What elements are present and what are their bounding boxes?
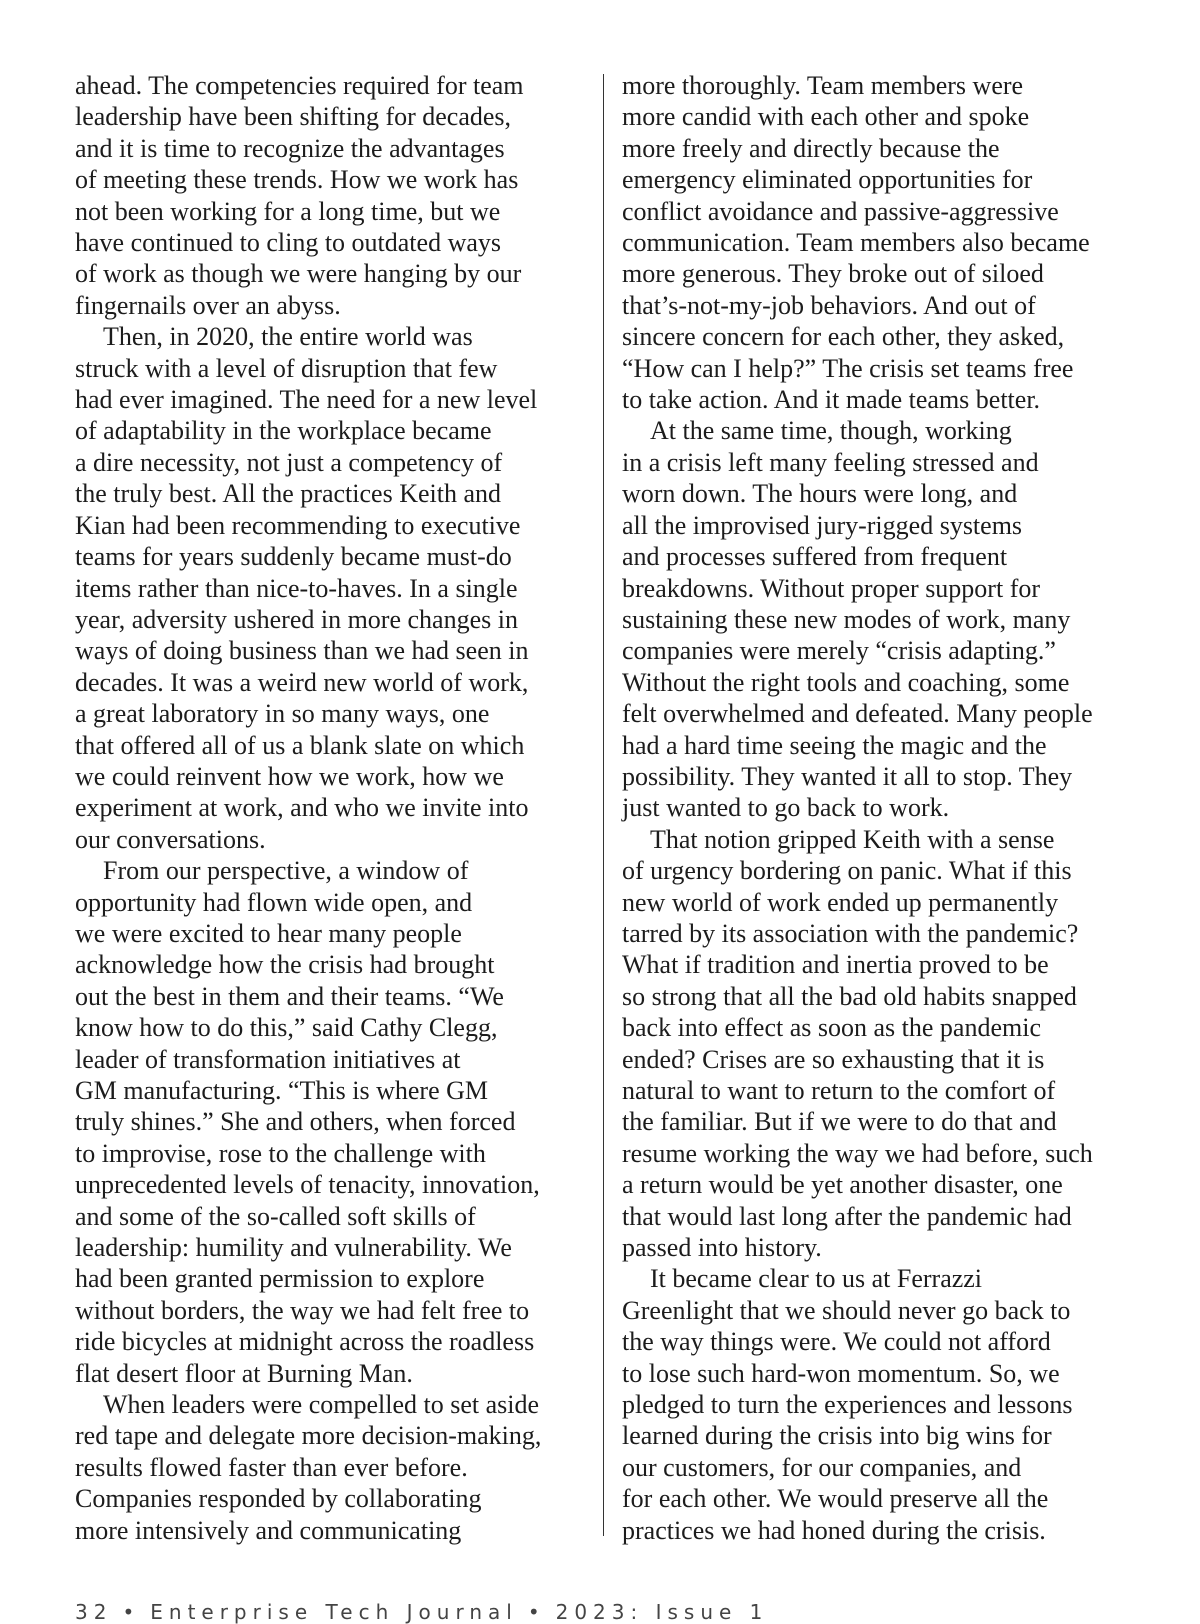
text-line: ride bicycles at midnight across the roadless — [75, 1327, 535, 1357]
text-line: flat desert floor at Burning Man. — [75, 1358, 413, 1388]
text-line: emergency eliminated opportunities for — [622, 165, 1033, 195]
text-line: of adaptability in the workplace became — [75, 416, 492, 446]
text-line: struck with a level of disruption that few — [75, 353, 498, 383]
text-line: in a crisis left many feeling stressed and — [622, 447, 1039, 477]
text-line: worn down. The hours were long, and — [622, 479, 1018, 509]
text-line: have continued to cling to outdated ways — [75, 228, 502, 258]
footer-separator-1: • — [122, 1600, 141, 1624]
text-line: When leaders were compelled to set aside — [103, 1390, 540, 1420]
text-line: that would last long after the pandemic had — [622, 1201, 1072, 1231]
text-line: resume working the way we had before, such — [622, 1138, 1093, 1168]
text-line: our customers, for our companies, and — [622, 1452, 1022, 1482]
text-line: year, adversity ushered in more changes in — [75, 604, 518, 634]
text-line: that’s-not-my-job behaviors. And out of — [622, 290, 1036, 320]
text-line: breakdowns. Without proper support for — [622, 573, 1041, 603]
text-line: fingernails over an abyss. — [75, 290, 341, 320]
text-line: ended? Crises are so exhausting that it is — [622, 1044, 1045, 1074]
text-line: What if tradition and inertia proved to be — [622, 950, 1049, 980]
text-line: more candid with each other and spoke — [622, 102, 1030, 132]
text-line: had ever imagined. The need for a new level — [75, 385, 538, 415]
text-line: possibility. They wanted it all to stop. They — [622, 761, 1073, 791]
text-line: not been working for a long time, but we — [75, 196, 501, 226]
text-line: truly shines.” She and others, when forced — [75, 1107, 516, 1137]
text-line: more thoroughly. Team members were — [622, 71, 1024, 100]
text-line: out the best in them and their teams. “We — [75, 981, 504, 1011]
text-line: companies were merely “crisis adapting.” — [622, 636, 1056, 666]
text-line: leadership: humility and vulnerability. We — [75, 1233, 512, 1263]
text-line: so strong that all the bad old habits snapped — [622, 981, 1077, 1011]
text-line: for each other. We would preserve all the — [622, 1484, 1049, 1514]
text-line: experiment at work, and who we invite into — [75, 793, 529, 823]
text-line: learned during the crisis into big wins for — [622, 1421, 1052, 1451]
text-line: and processes suffered from frequent — [622, 542, 1008, 572]
text-line: we could reinvent how we work, how we — [75, 761, 504, 791]
text-line: and it is time to recognize the advantages — [75, 133, 505, 163]
text-line: natural to want to return to the comfort of — [622, 1076, 1056, 1105]
text-line: the way things were. We could not afford — [622, 1327, 1051, 1357]
text-line: a great laboratory in so many ways, one — [75, 699, 490, 729]
text-line: just wanted to go back to work. — [622, 793, 950, 823]
text-line: ways of doing business than we had seen in — [75, 636, 529, 666]
text-line: Companies responded by collaborating — [75, 1484, 482, 1514]
text-line: Greenlight that we should never go back to — [622, 1295, 1071, 1325]
text-line: that offered all of us a blank slate on which — [75, 730, 525, 760]
text-line: to take action. And it made teams better. — [622, 385, 1041, 415]
text-line: items rather than nice-to-haves. In a single — [75, 573, 518, 603]
text-line: felt overwhelmed and defeated. Many people — [622, 699, 1093, 729]
text-line: leadership have been shifting for decades, — [75, 102, 512, 132]
text-line: the truly best. All the practices Keith and — [75, 479, 501, 509]
footer-separator-2: • — [527, 1600, 546, 1624]
column-divider — [603, 74, 604, 1536]
text-line: a dire necessity, not just a competency of — [75, 447, 503, 477]
text-line: opportunity had flown wide open, and — [75, 887, 473, 917]
text-line: without borders, the way we had felt free to — [75, 1295, 530, 1325]
text-line: “How can I help?” The crisis set teams free — [622, 353, 1074, 383]
text-line: communication. Team members also became — [622, 228, 1090, 258]
text-line: a return would be yet another disaster, one — [622, 1170, 1063, 1200]
text-line: From our perspective, a window of — [103, 856, 469, 886]
text-line: more intensively and communicating — [75, 1515, 462, 1545]
text-line: more generous. They broke out of siloed — [622, 259, 1044, 289]
text-line: Then, in 2020, the entire world was — [103, 322, 473, 352]
text-line: to lose such hard-won momentum. So, we — [622, 1358, 1060, 1388]
text-line: back into effect as soon as the pandemic — [622, 1013, 1041, 1043]
text-line: unprecedented levels of tenacity, innovation, — [75, 1170, 540, 1200]
right-column — [622, 70, 1132, 1546]
text-line: the familiar. But if we were to do that and — [622, 1107, 1057, 1137]
text-line: to improvise, rose to the challenge with — [75, 1138, 486, 1168]
text-line: had a hard time seeing the magic and the — [622, 730, 1047, 760]
publication-name: Enterprise Tech Journal — [150, 1600, 518, 1624]
text-line: acknowledge how the crisis had brought — [75, 950, 495, 980]
text-line: of work as though we were hanging by our — [75, 259, 522, 289]
text-line: conflict avoidance and passive-aggressive — [622, 196, 1059, 226]
text-line: and some of the so-called soft skills of — [75, 1201, 476, 1231]
left-column — [75, 70, 585, 1546]
text-line: teams for years suddenly became must-do — [75, 542, 512, 572]
page-number: 32 — [75, 1600, 113, 1624]
text-line: practices we had honed during the crisis. — [622, 1515, 1046, 1545]
text-line: Kian had been recommending to executive — [75, 510, 521, 540]
text-line: Without the right tools and coaching, some — [622, 667, 1070, 697]
text-line: leader of transformation initiatives at — [75, 1044, 461, 1074]
text-line: all the improvised jury-rigged systems — [622, 510, 1023, 540]
text-line: It became clear to us at Ferrazzi — [650, 1264, 983, 1294]
issue-label: 2023: Issue 1 — [555, 1600, 769, 1624]
text-line: That notion gripped Keith with a sense — [650, 824, 1055, 854]
text-line: of meeting these trends. How we work has — [75, 165, 519, 195]
text-line: we were excited to hear many people — [75, 918, 462, 948]
text-line: tarred by its association with the pandemic? — [622, 918, 1079, 948]
text-line: of urgency bordering on panic. What if this — [622, 856, 1072, 886]
text-line: know how to do this,” said Cathy Clegg, — [75, 1013, 498, 1043]
text-line: results flowed faster than ever before. — [75, 1452, 468, 1482]
text-line: sustaining these new modes of work, many — [622, 604, 1071, 634]
page-footer — [75, 1600, 768, 1624]
text-line: ahead. The competencies required for team — [75, 71, 524, 100]
text-line: passed into history. — [622, 1233, 822, 1263]
text-line: GM manufacturing. “This is where GM — [75, 1076, 489, 1105]
text-line: At the same time, though, working — [650, 416, 1012, 446]
text-line: decades. It was a weird new world of work, — [75, 667, 529, 697]
text-line: red tape and delegate more decision-making, — [75, 1421, 542, 1451]
text-line: had been granted permission to explore — [75, 1264, 485, 1294]
text-line: new world of work ended up permanently — [622, 887, 1059, 917]
text-line: more freely and directly because the — [622, 133, 1000, 163]
text-line: our conversations. — [75, 824, 266, 854]
text-line: pledged to turn the experiences and lessons — [622, 1390, 1073, 1420]
text-line: sincere concern for each other, they asked, — [622, 322, 1065, 352]
